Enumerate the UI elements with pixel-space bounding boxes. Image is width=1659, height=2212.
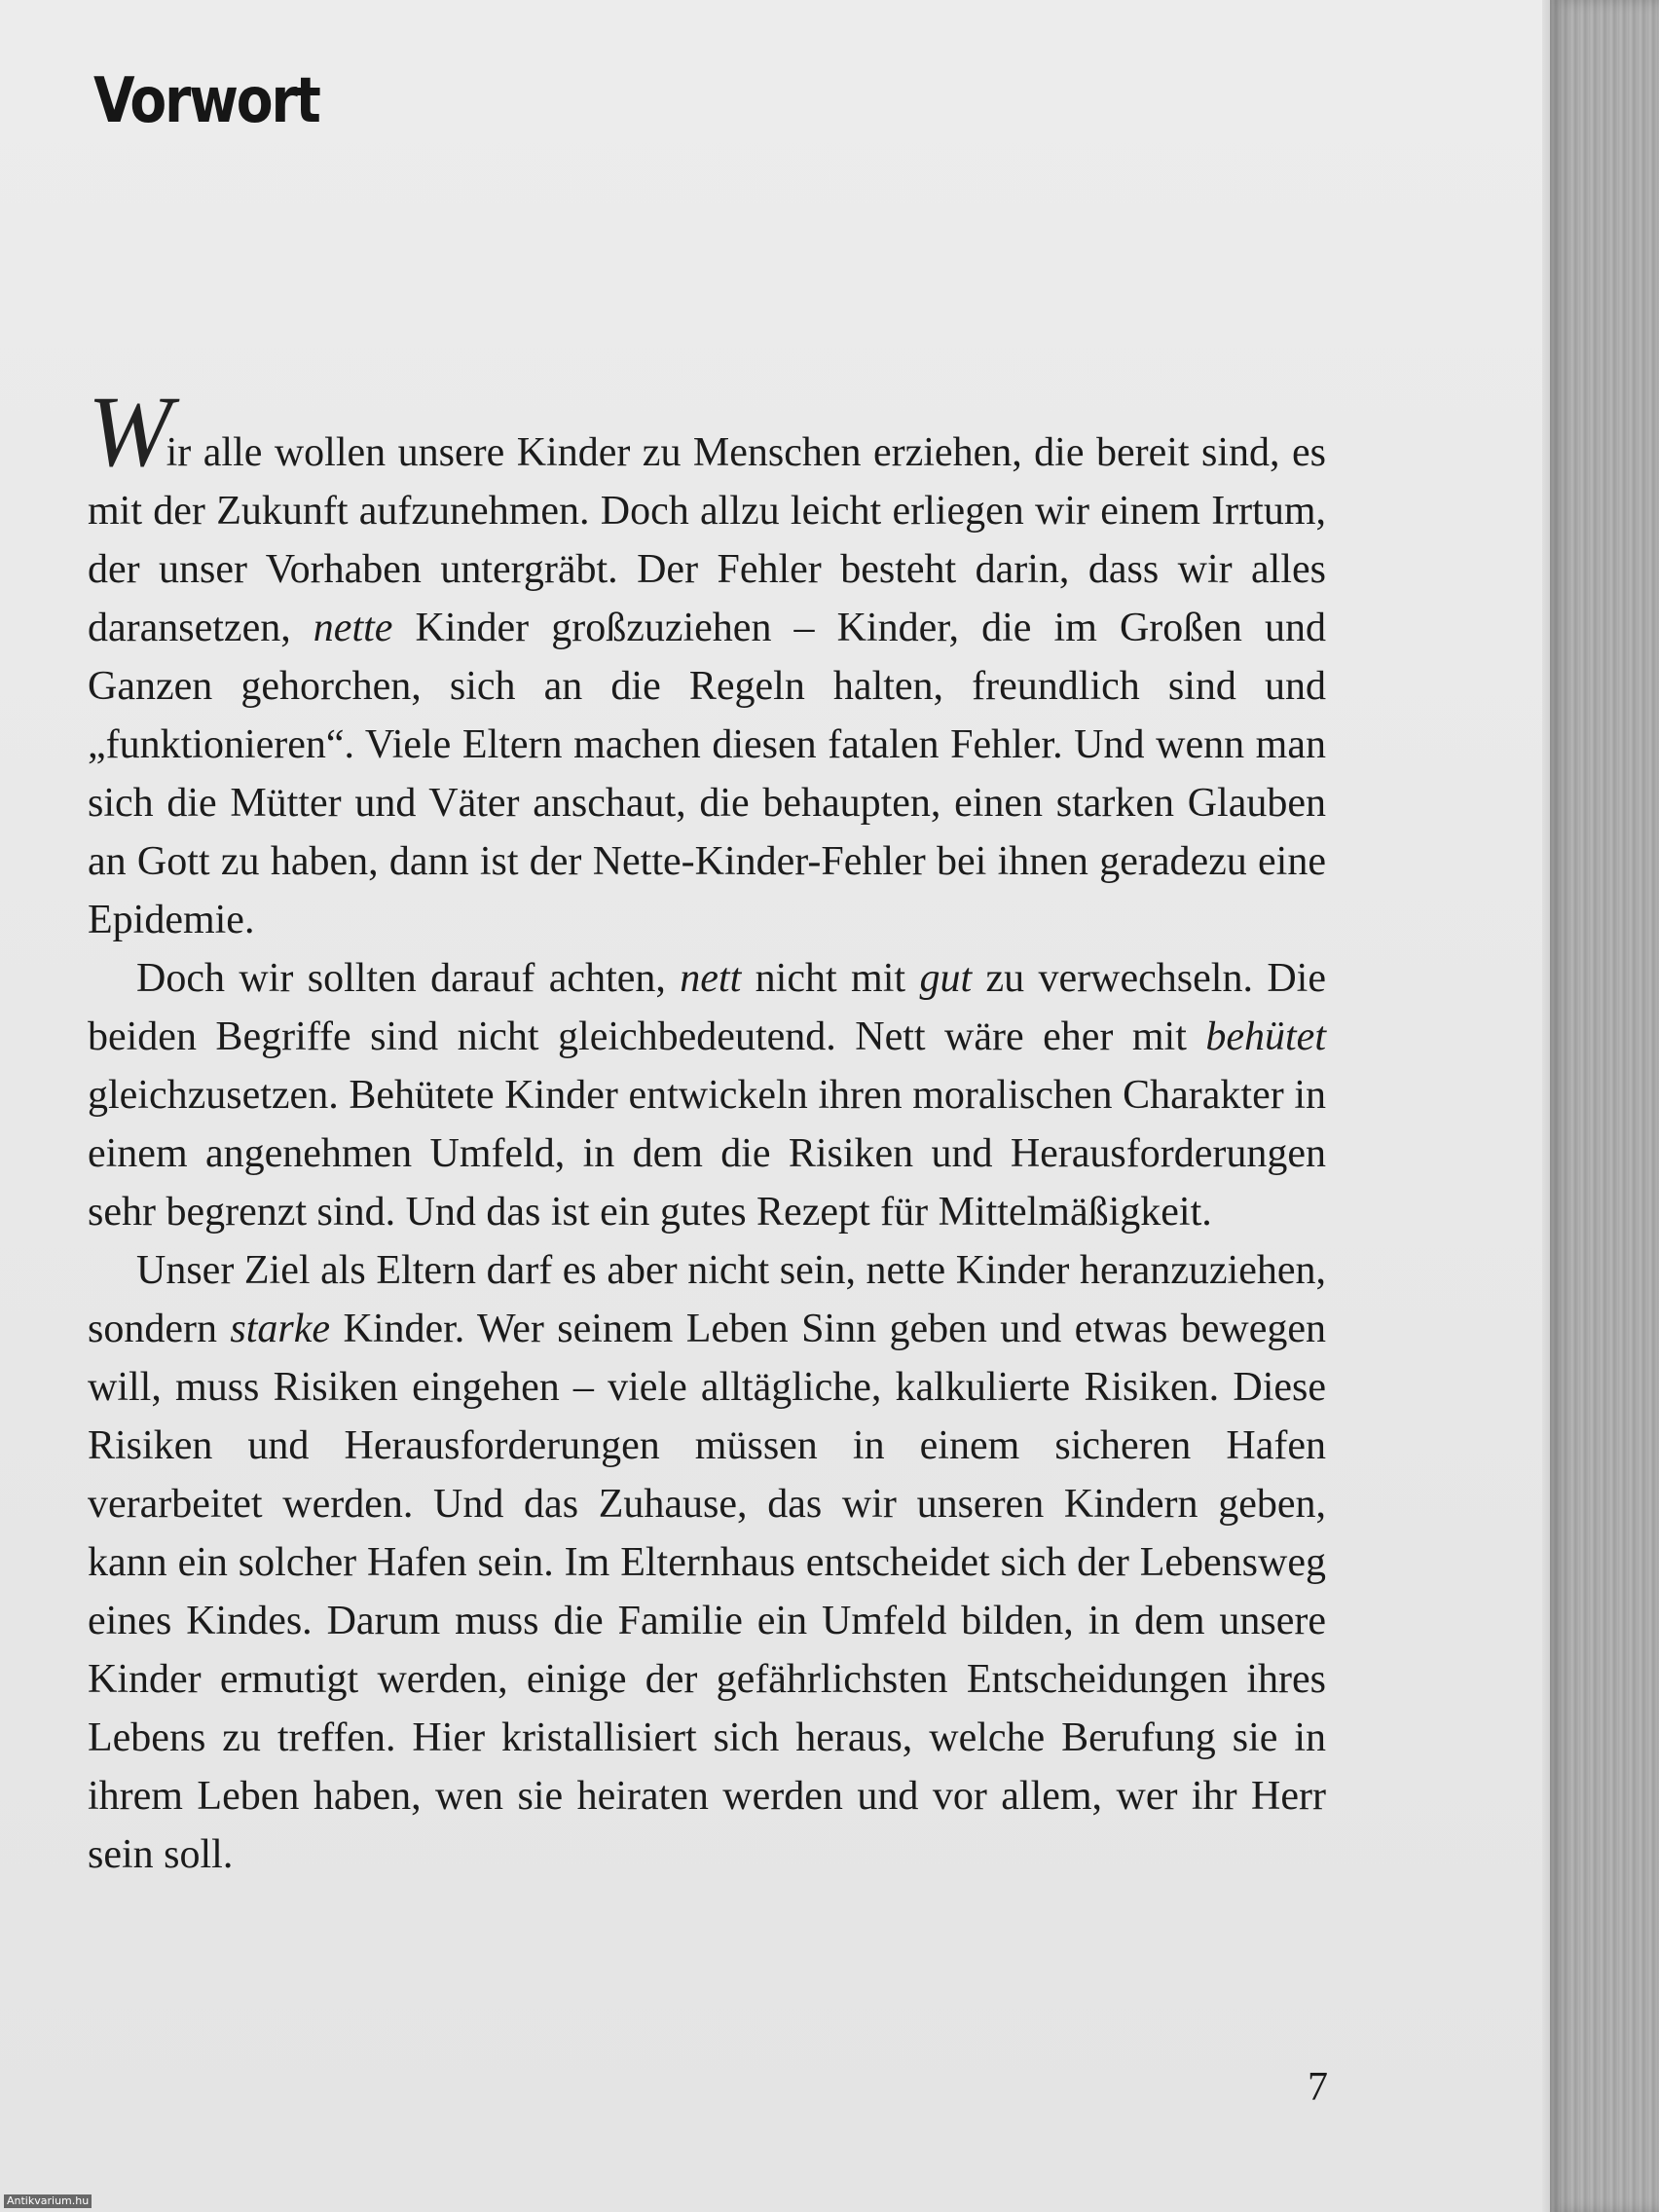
body-text	[88, 376, 1326, 1884]
text-segment: nicht mit	[741, 956, 920, 1001]
page-number: 7	[1308, 2065, 1328, 2110]
drop-cap: W	[88, 376, 166, 488]
text-segment: Kinder. Wer seinem Leben Sinn geben und etwas bewegen will, muss Risiken eingehen – viele alltägliche, kalkulierte Risiken. Diese Risiken und Herausforderungen müssen in einem sicheren Hafen verarbeitet werden. Und das Zuhause, das wir unseren Kindern geben, kann ein solcher Hafen sein. Im Elternhaus entscheidet sich der Lebensweg eines Kindes. Darum muss die Familie ein Umfeld bilden, in dem unsere Kinder ermutigt werden, einige der gefährlichsten Entscheidungen ihres Lebens zu treffen. Hier kristallisiert sich heraus, welche Berufung sie in ihrem Leben haben, wen sie heiraten werden und vor allem, wer ihr Herr sein soll.	[88, 1307, 1326, 1877]
page-gutter	[1550, 0, 1659, 2212]
emphasis-segment: starke	[230, 1307, 331, 1351]
text-segment: gleichzusetzen. Behütete Kinder entwickeln ihren moralischen Charakter in einem angenehmen Umfeld, in dem die Risiken und Herausforderungen sehr begrenzt sind. Und das ist ein gutes Rezept für Mittelmäßigkeit.	[88, 1073, 1326, 1235]
watermark: Antikvarium.hu	[4, 2194, 92, 2208]
text-segment: Unser Ziel als Eltern darf es aber nicht sein, nette Kinder heranzuziehen, sondern	[88, 1248, 1326, 1351]
paragraph-3	[88, 1241, 1326, 1884]
text-segment: zu verwechseln. Die beiden Begriffe sind nicht gleichbedeutend. Nett wäre eher mit	[88, 956, 1326, 1059]
emphasis-segment: nett	[680, 956, 742, 1001]
emphasis-segment: behütet	[1205, 1014, 1326, 1059]
text-segment: Doch wir sollten darauf achten,	[136, 956, 681, 1001]
text-segment: ir alle wollen unsere Kinder zu Menschen erziehen, die bereit sind, es mit der Zukunft aufzunehmen. Doch allzu leicht erliegen wir einem Irrtum, der unser Vorhaben untergräbt. Der Fehler besteht darin, dass wir alles daransetzen,	[88, 430, 1326, 650]
emphasis-segment: nette	[313, 606, 393, 650]
emphasis-segment: gut	[919, 956, 973, 1001]
paragraph-2	[88, 949, 1326, 1241]
paragraph-1	[88, 376, 1326, 949]
text-segment: Kinder großzuziehen – Kinder, die im Großen und Ganzen gehorchen, sich an die Regeln halten, freundlich sind und „funktionieren“. Viele Eltern machen diesen fatalen Fehler. Und wenn man sich die Mütter und Väter anschaut, die behaupten, einen starken Glauben an Gott zu haben, dann ist der Nette-Kinder-Fehler bei ihnen geradezu eine Epidemie.	[88, 606, 1326, 942]
chapter-heading: Vorwort	[93, 65, 319, 137]
